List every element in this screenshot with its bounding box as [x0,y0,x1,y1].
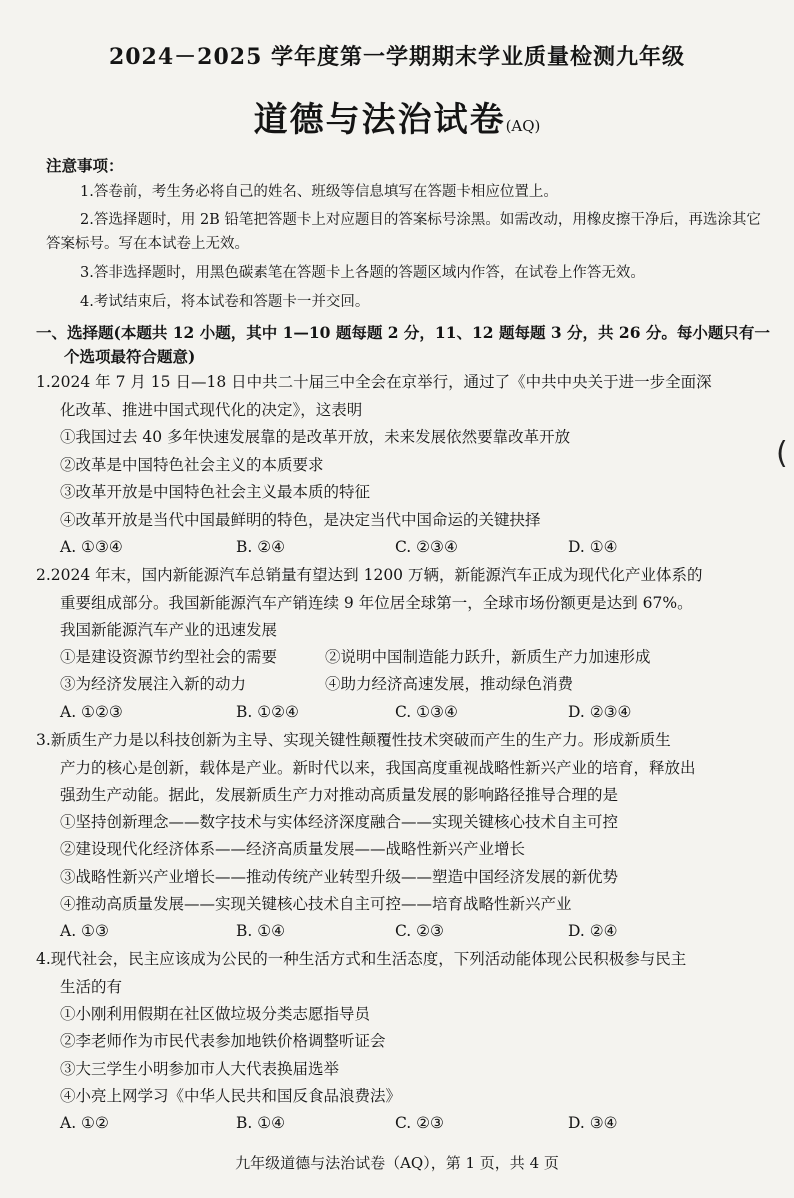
question-2-option-d: D. ②③④ [568,703,632,721]
question-2-statement-4: ④助力经济高速发展，推动绿色消费 [325,675,574,693]
section-line-1: 一、选择题(本题共 12 小题，其中 1—10 题每题 2 分，11、12 题每题 3 分，共 26 分。每小题只有一 [36,323,770,342]
question-1-option-c: C. ②③④ [395,538,458,556]
question-4-statement-3: ③大三学生小明参加市人大代表换届选举 [60,1060,340,1078]
question-3-option-c: C. ②③ [395,922,444,940]
page-footer: 九年级道德与法治试卷（AQ），第 1 页，共 4 页 [235,1154,559,1172]
subject-title-block [0,92,794,141]
notes-title: 注意事项： [46,156,124,175]
question-3-option-b: B. ①④ [236,922,286,940]
question-2-statement-1: ①是建设资源节约型社会的需要 [60,648,278,666]
question-2-statement-3: ③为经济发展注入新的动力 [60,675,247,693]
question-1-statement-3: ③改革开放是中国特色社会主义最本质的特征 [60,483,371,501]
question-2-option-c: C. ①③④ [395,703,458,721]
subject-title: 道德与法治试卷 [253,100,506,140]
question-3-option-a: A. ①③ [60,922,109,940]
question-4-option-a: A. ①② [60,1114,109,1132]
question-4-statement-4: ④小亮上网学习《中华人民共和国反食品浪费法》 [60,1087,402,1105]
question-2-stem: 2.2024 年末，国内新能源汽车总销量有望达到 1200 万辆，新能源汽车正成为现代化产业体系的 重要组成部分。我国新能源汽车产销连续 9 年位居全球第一，全球市场份额更是达到 67%。 我国新能源汽车产业的迅速发展 [36,566,703,639]
question-1-statement-2: ②改革是中国特色社会主义的本质要求 [60,456,324,474]
question-2-statement-2: ②说明中国制造能力跃升，新质生产力加速形成 [325,648,651,666]
question-1-option-a: A. ①③④ [60,538,123,556]
note-item: 1.答卷前，考生务必将自己的姓名、班级等信息填写在答题卡相应位置上。 [80,184,558,200]
exam-title: 2024－2025 学年度第一学期期末学业质量检测九年级 [108,44,686,70]
section-heading [36,321,771,369]
question-3-statement-1: ①坚持创新理念——数字技术与实体经济深度融合——实现关键核心技术自主可控 [60,813,619,831]
question-1-statement-1: ①我国过去 40 多年快速发展靠的是改革开放，未来发展依然要靠改革开放 [60,428,571,446]
question-1-statement-4: ④改革开放是当代中国最鲜明的特色，是决定当代中国命运的关键抉择 [60,511,541,529]
question-1-option-d: D. ①④ [568,538,618,556]
question-4-stem: 4.现代社会，民主应该成为公民的一种生活方式和生活态度，下列活动能体现公民积极参与民主 生活的有 [36,950,687,996]
question-1-option-b: B. ②④ [236,538,286,556]
subject-code: (AQ) [505,117,541,135]
question-2-option-b: B. ①②④ [236,703,299,721]
question-4-statement-1: ①小刚利用假期在社区做垃圾分类志愿指导员 [60,1005,371,1023]
question-3-option-d: D. ②④ [568,922,618,940]
question-4-option-c: C. ②③ [395,1114,444,1132]
note-item: 4.考试结束后，将本试卷和答题卡一并交回。 [80,294,370,310]
question-2-option-a: A. ①②③ [60,703,123,721]
section-line-2: 个选项最符合题意) [64,347,196,366]
question-3-statement-4: ④推动高质量发展——实现关键核心技术自主可控——培育战略性新兴产业 [60,895,572,913]
question-1-stem: 1.2024 年 7 月 15 日—18 日中共二十届三中全会在京举行，通过了《中共中央关于进一步全面深 化改革、推进中国式现代化的决定》，这表明 [36,373,712,419]
question-4-statement-2: ②李老师作为市民代表参加地铁价格调整听证会 [60,1032,386,1050]
binding-bracket-icon: ( [776,436,788,471]
question-3-statement-2: ②建设现代化经济体系——经济高质量发展——战略性新兴产业增长 [60,840,526,858]
note-item: 3.答非选择题时，用黑色碳素笔在答题卡上各题的答题区域内作答，在试卷上作答无效。 [80,265,645,281]
question-4-option-b: B. ①④ [236,1114,286,1132]
question-3-statement-3: ③战略性新兴产业增长——推动传统产业转型升级——塑造中国经济发展的新优势 [60,868,619,886]
note-item: 2.答选择题时，用 2B 铅笔把答题卡上对应题目的答案标号涂黑。如需改动，用橡皮擦干净后，再选涂其它答案标号。写在本试卷上无效。 [46,212,761,252]
question-3-stem: 3.新质生产力是以科技创新为主导、实现关键性颠覆性技术突破而产生的生产力。形成新质生 产力的核心是创新，载体是产业。新时代以来，我国高度重视战略性新兴产业的培育，释放出 强劲生产动能。据此，发展新质生产力对推动高质量发展的影响路径推导合理的是 [36,731,696,804]
question-4-option-d: D. ③④ [568,1114,618,1132]
